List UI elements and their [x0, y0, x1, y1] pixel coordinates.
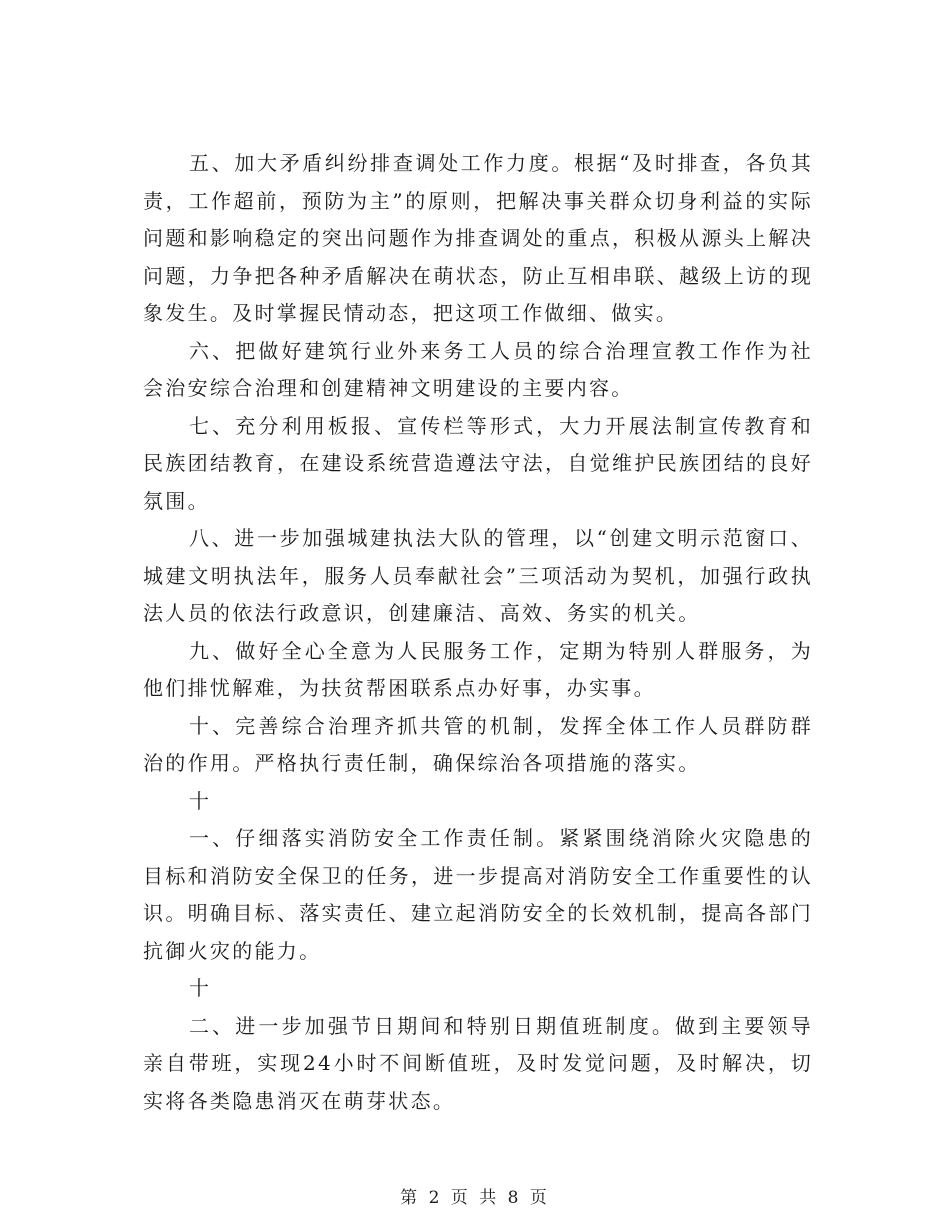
- paragraph-item-8: 八、进一步加强城建执法大队的管理，以“创建文明示范窗口、城建文明执法年，服务人员奉献社会”三项活动为契机，加强行政执法人员的依法行政意识，创建廉洁、高效、务实的机关。: [143, 526, 813, 625]
- paragraph-item-5: 五、加大矛盾纠纷排查调处工作力度。根据“及时排查，各负其责，工作超前，预防为主”的原则，把解决事关群众切身利益的实际问题和影响稳定的突出问题作为排查调处的重点，积极从源头上解决问题，力争把各种矛盾解决在萌状态，防止互相串联、越级上访的现象发生。及时掌握民情动态，把这项工作做细、做实。: [143, 151, 813, 325]
- page-number-footer: 第 2 页 共 8 页: [400, 1188, 550, 1208]
- paragraph-item-7: 七、充分利用板报、宣传栏等形式，大力开展法制宣传教育和民族团结教育，在建设系统营造遵法守法，自觉维护民族团结的良好氛围。: [143, 413, 813, 513]
- paragraph-item-11: 一、仔细落实消防安全工作责任制。紧紧围绕消除火灾隐患的目标和消防安全保卫的任务，进一步提高对消防安全工作重要性的认识。明确目标、落实责任、建立起消防安全的长效机制，提高各部门抗御火灾的能力。: [143, 826, 813, 963]
- paragraph-item-10: 十、完善综合治理齐抓共管的机制，发挥全体工作人员群防群治的作用。严格执行责任制，确保综治各项措施的落实。: [143, 713, 813, 775]
- section-number-ten-a: 十: [189, 788, 212, 813]
- paragraph-item-6: 六、把做好建筑行业外来务工人员的综合治理宣教工作作为社会治安综合治理和创建精神文明建设的主要内容。: [143, 338, 813, 400]
- section-number-ten-b: 十: [189, 976, 212, 1000]
- document-body: [143, 145, 813, 1120]
- paragraph-item-9: 九、做好全心全意为人民服务工作，定期为特别人群服务，为他们排忧解难，为扶贫帮困联系点办好事，办实事。: [143, 638, 813, 700]
- paragraph-item-12: 二、进一步加强节日期间和特别日期值班制度。做到主要领导亲自带班，实现24小时不间断值班，及时发觉问题，及时解决，切实将各类隐患消灭在萌芽状态。: [143, 1013, 813, 1113]
